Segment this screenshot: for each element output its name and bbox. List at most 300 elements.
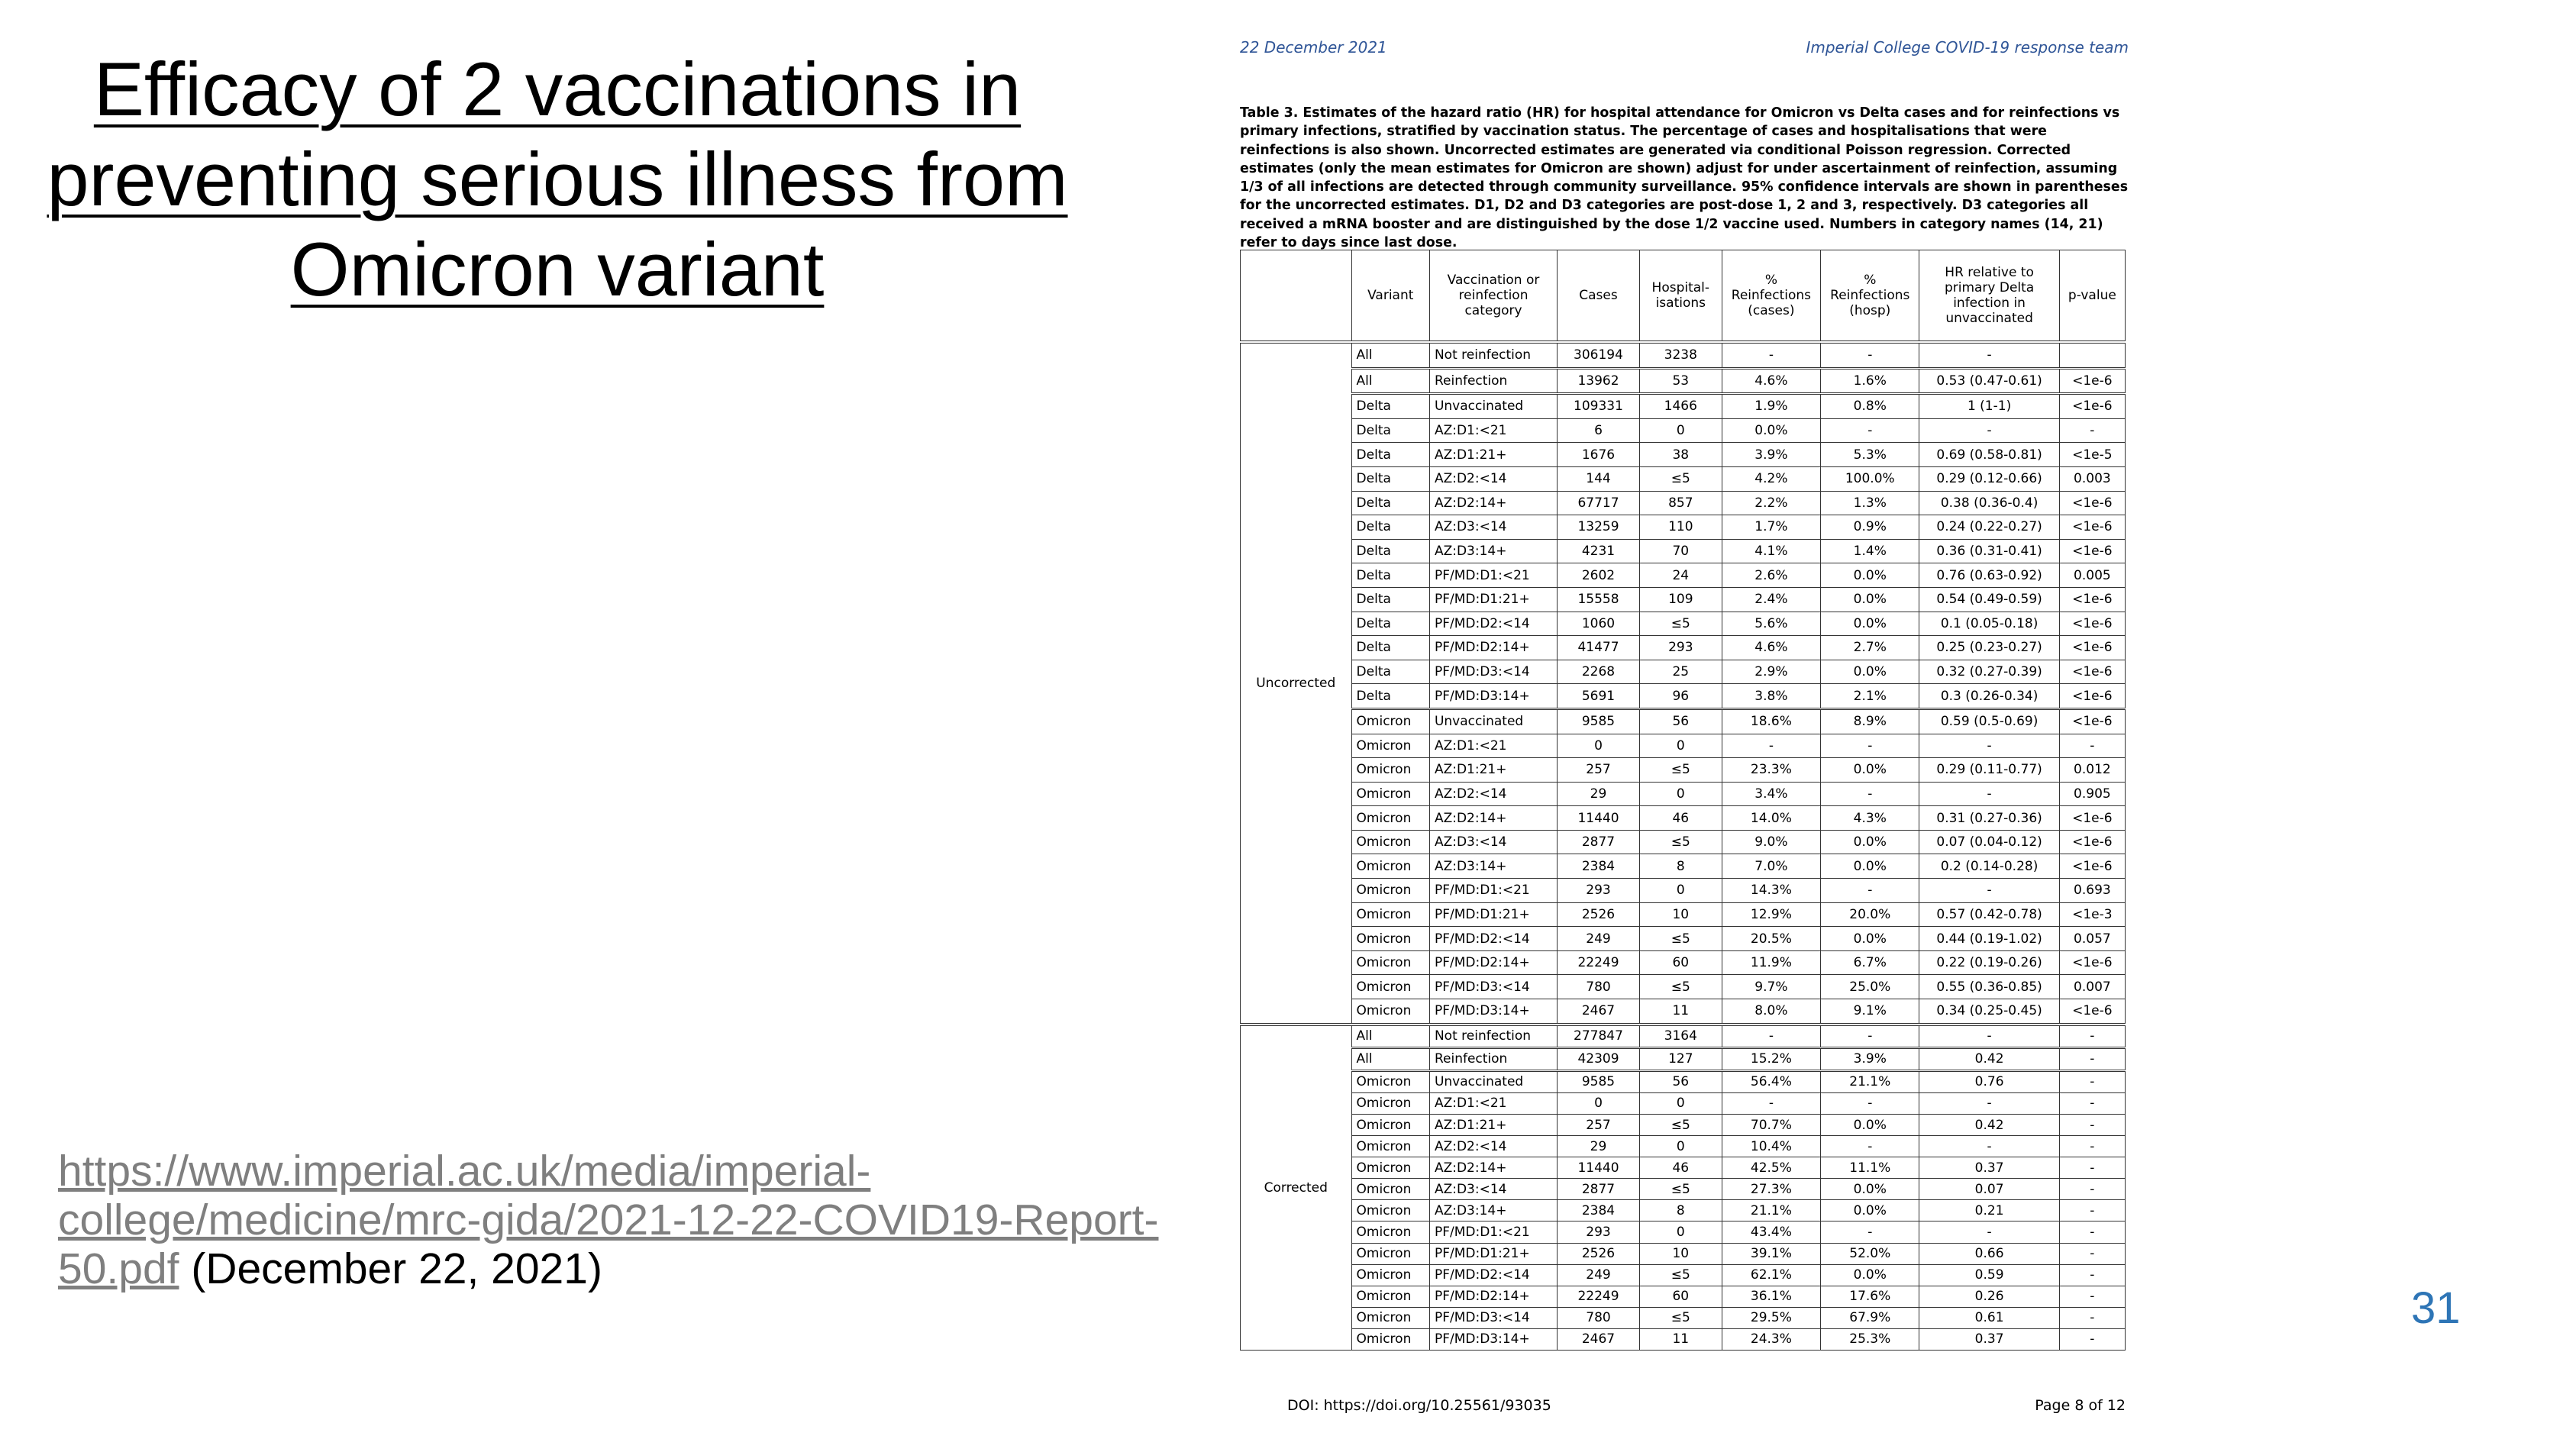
table-cell: - (1919, 1221, 2059, 1243)
table-row (1241, 1264, 2126, 1286)
table-cell: - (2059, 1221, 2125, 1243)
table-cell: - (1821, 1092, 1919, 1114)
table-cell: Delta (1351, 563, 1429, 588)
table-header-cell: Cases (1558, 250, 1640, 343)
table-cell: 3.9% (1821, 1047, 1919, 1070)
table-cell: Delta (1351, 587, 1429, 612)
table-cell: 0.21 (1919, 1200, 2059, 1221)
table-cell: 109331 (1558, 394, 1640, 419)
table-cell: - (1919, 418, 2059, 443)
table-cell: 0.44 (0.19-1.02) (1919, 927, 2059, 951)
table-header-cell (1241, 250, 1352, 343)
table-cell: 0 (1639, 734, 1722, 758)
source-link[interactable]: https://www.imperial.ac.uk/media/imperial-college/medicine/mrc-gida/2021-12-22-COVID19-Report-50.pdf (58, 1147, 1159, 1293)
table-cell: Omicron (1351, 1070, 1429, 1092)
table-cell: 67.9% (1821, 1307, 1919, 1328)
table-cell: Omicron (1351, 1157, 1429, 1179)
table-row (1241, 854, 2126, 879)
table-cell: Delta (1351, 660, 1429, 684)
table-cell: 249 (1558, 1264, 1640, 1286)
table-cell: 0.8% (1821, 394, 1919, 419)
table-cell: - (2059, 1264, 2125, 1286)
table-cell: - (2059, 1047, 2125, 1070)
table-cell: 780 (1558, 1307, 1640, 1328)
table-cell: 11.1% (1821, 1157, 1919, 1179)
table-cell: - (1919, 879, 2059, 903)
table-cell: - (2059, 1070, 2125, 1092)
table-cell: Omicron (1351, 975, 1429, 999)
table-cell: 29 (1558, 1136, 1640, 1157)
document-organization: Imperial College COVID-19 response team (1806, 38, 2129, 56)
table-cell: 0.69 (0.58-0.81) (1919, 443, 2059, 467)
table-cell: 24 (1639, 563, 1722, 588)
table-cell: Not reinfection (1429, 342, 1557, 368)
table-cell: AZ:D2:<14 (1429, 466, 1557, 491)
table-cell: AZ:D1:<21 (1429, 418, 1557, 443)
table-header-row (1241, 250, 2126, 343)
table-row (1241, 782, 2126, 806)
table-cell: 2602 (1558, 563, 1640, 588)
table-cell: 21.1% (1722, 1200, 1820, 1221)
table-cell: 0.59 (0.5-0.69) (1919, 708, 2059, 734)
table-cell: PF/MD:D3:14+ (1429, 684, 1557, 709)
table-cell: PF/MD:D2:<14 (1429, 1264, 1557, 1286)
table-cell: 67717 (1558, 491, 1640, 515)
table-cell: All (1351, 342, 1429, 368)
table-cell: 17.6% (1821, 1286, 1919, 1307)
table-cell: 0.54 (0.49-0.59) (1919, 587, 2059, 612)
table-cell: ≤5 (1639, 830, 1722, 854)
table-row (1241, 636, 2126, 660)
table-cell: 11 (1639, 1328, 1722, 1350)
table-row (1241, 418, 2126, 443)
table-cell: <1e-6 (2059, 368, 2125, 394)
section-label: Corrected (1241, 1025, 1352, 1351)
table-cell: 144 (1558, 466, 1640, 491)
table-header-cell: % Reinfections (hosp) (1821, 250, 1919, 343)
table-row (1241, 587, 2126, 612)
table-cell: 2.7% (1821, 636, 1919, 660)
table-cell: 70 (1639, 539, 1722, 563)
table-cell: - (1821, 1221, 1919, 1243)
table-cell: 5.6% (1722, 612, 1820, 636)
table-row (1241, 1286, 2126, 1307)
table-cell: Omicron (1351, 1115, 1429, 1136)
table-cell: Omicron (1351, 830, 1429, 854)
table-cell: 2877 (1558, 830, 1640, 854)
table-cell: 0.905 (2059, 782, 2125, 806)
table-cell: 22249 (1558, 950, 1640, 975)
table-cell: Reinfection (1429, 368, 1557, 394)
table-cell: 0.36 (0.31-0.41) (1919, 539, 2059, 563)
table-cell: Omicron (1351, 902, 1429, 927)
table-cell: All (1351, 368, 1429, 394)
table-cell: 2384 (1558, 1200, 1640, 1221)
table-cell: - (2059, 1328, 2125, 1350)
table-cell: Delta (1351, 612, 1429, 636)
table-cell: 2.1% (1821, 684, 1919, 709)
table-cell: PF/MD:D3:14+ (1429, 1328, 1557, 1350)
table-cell: 0.07 (0.04-0.12) (1919, 830, 2059, 854)
table-row (1241, 950, 2126, 975)
table-cell: ≤5 (1639, 758, 1722, 783)
table-row (1241, 902, 2126, 927)
table-cell: 8 (1639, 854, 1722, 879)
table-cell: 8.9% (1821, 708, 1919, 734)
table-cell: - (1821, 342, 1919, 368)
table-cell: 46 (1639, 1157, 1722, 1179)
table-cell: Delta (1351, 515, 1429, 540)
table-cell: 12.9% (1722, 902, 1820, 927)
table-cell: ≤5 (1639, 1179, 1722, 1200)
table-cell: - (1919, 782, 2059, 806)
table-cell: ≤5 (1639, 927, 1722, 951)
table-cell: AZ:D1:<21 (1429, 734, 1557, 758)
table-row (1241, 1328, 2126, 1350)
table-cell: AZ:D3:14+ (1429, 1200, 1557, 1221)
table-cell: 29 (1558, 782, 1640, 806)
table-cell: 70.7% (1722, 1115, 1820, 1136)
table-cell: 27.3% (1722, 1179, 1820, 1200)
table-cell: - (1919, 1092, 2059, 1114)
table-cell: <1e-6 (2059, 830, 2125, 854)
table-cell: 2.6% (1722, 563, 1820, 588)
table-cell: PF/MD:D1:21+ (1429, 902, 1557, 927)
table-cell: 9585 (1558, 708, 1640, 734)
table-cell: 96 (1639, 684, 1722, 709)
table-cell: 0.693 (2059, 879, 2125, 903)
table-cell: 20.0% (1821, 902, 1919, 927)
table-row (1241, 1157, 2126, 1179)
table-cell: 2467 (1558, 999, 1640, 1025)
table-cell: PF/MD:D3:14+ (1429, 999, 1557, 1025)
table-row (1241, 684, 2126, 709)
table-cell: 0.0% (1821, 758, 1919, 783)
table-cell: 306194 (1558, 342, 1640, 368)
table-cell: 0.0% (1722, 418, 1820, 443)
table-row (1241, 1092, 2126, 1114)
table-cell: 0.0% (1821, 587, 1919, 612)
table-cell: - (2059, 418, 2125, 443)
table-header-cell: % Reinfections (cases) (1722, 250, 1820, 343)
table-cell: PF/MD:D2:<14 (1429, 927, 1557, 951)
table-cell: AZ:D1:21+ (1429, 443, 1557, 467)
table-cell: ≤5 (1639, 975, 1722, 999)
table-row (1241, 443, 2126, 467)
table-cell: 0.29 (0.12-0.66) (1919, 466, 2059, 491)
table-row (1241, 342, 2126, 368)
table-cell: Delta (1351, 418, 1429, 443)
table-cell: - (1821, 418, 1919, 443)
table-cell: All (1351, 1047, 1429, 1070)
table-row (1241, 708, 2126, 734)
table-cell: - (2059, 1200, 2125, 1221)
table-cell: Delta (1351, 394, 1429, 419)
table-cell: 60 (1639, 1286, 1722, 1307)
table-cell: 24.3% (1722, 1328, 1820, 1350)
table-cell: 29.5% (1722, 1307, 1820, 1328)
table-cell: PF/MD:D2:14+ (1429, 1286, 1557, 1307)
table-cell: - (1821, 1025, 1919, 1048)
table-cell: 36.1% (1722, 1286, 1820, 1307)
table-cell: 293 (1639, 636, 1722, 660)
table-cell: 2.2% (1722, 491, 1820, 515)
table-cell: <1e-5 (2059, 443, 2125, 467)
table-cell: 8 (1639, 1200, 1722, 1221)
table-cell: 0.0% (1821, 927, 1919, 951)
table-cell: PF/MD:D1:21+ (1429, 587, 1557, 612)
table-row (1241, 927, 2126, 951)
table-cell: 10.4% (1722, 1136, 1820, 1157)
table-row (1241, 734, 2126, 758)
table-cell: 0.012 (2059, 758, 2125, 783)
table-row (1241, 612, 2126, 636)
table-cell: 9.1% (1821, 999, 1919, 1025)
table-cell: <1e-6 (2059, 394, 2125, 419)
table-cell: - (1821, 1136, 1919, 1157)
table-cell: 0.32 (0.27-0.39) (1919, 660, 2059, 684)
table-cell: - (2059, 1243, 2125, 1264)
table-cell: 13259 (1558, 515, 1640, 540)
table-header-cell: Variant (1351, 250, 1429, 343)
table-cell: Not reinfection (1429, 1025, 1557, 1048)
document-date: 22 December 2021 (1240, 38, 1387, 56)
table-cell: 1.3% (1821, 491, 1919, 515)
table-cell: 18.6% (1722, 708, 1820, 734)
table-cell: 15558 (1558, 587, 1640, 612)
table-cell: 0.0% (1821, 1179, 1919, 1200)
table-cell: 60 (1639, 950, 1722, 975)
table-cell: - (1919, 1136, 2059, 1157)
table-cell: 0.57 (0.42-0.78) (1919, 902, 2059, 927)
table-cell: - (2059, 734, 2125, 758)
table-cell: Delta (1351, 636, 1429, 660)
table-cell: Omicron (1351, 708, 1429, 734)
document-page-image (1199, 0, 2153, 1449)
table-cell: Omicron (1351, 1328, 1429, 1350)
table-cell: 62.1% (1722, 1264, 1820, 1286)
table-row (1241, 1179, 2126, 1200)
table-cell: Omicron (1351, 1307, 1429, 1328)
table-cell: 9.0% (1722, 830, 1820, 854)
table-cell: 0.29 (0.11-0.77) (1919, 758, 2059, 783)
table-cell: 0.76 (1919, 1070, 2059, 1092)
table-cell: 0 (1558, 1092, 1640, 1114)
table-row (1241, 806, 2126, 831)
table-cell: 1.6% (1821, 368, 1919, 394)
table-cell: Reinfection (1429, 1047, 1557, 1070)
table-cell: 0.38 (0.36-0.4) (1919, 491, 2059, 515)
table-cell: 0.007 (2059, 975, 2125, 999)
section-label: Uncorrected (1241, 342, 1352, 1025)
table-cell: Omicron (1351, 854, 1429, 879)
table-cell: 293 (1558, 879, 1640, 903)
table-cell: 4.6% (1722, 636, 1820, 660)
table-cell: <1e-6 (2059, 684, 2125, 709)
table-cell: AZ:D2:14+ (1429, 806, 1557, 831)
table-cell: 0.55 (0.36-0.85) (1919, 975, 2059, 999)
table-cell: AZ:D3:14+ (1429, 539, 1557, 563)
table-cell: 22249 (1558, 1286, 1640, 1307)
table-cell: 41477 (1558, 636, 1640, 660)
table-cell: 8.0% (1722, 999, 1820, 1025)
table-cell: 0.1 (0.05-0.18) (1919, 612, 2059, 636)
table-cell: <1e-6 (2059, 636, 2125, 660)
document-doi: DOI: https://doi.org/10.25561/93035 (1287, 1397, 1551, 1414)
table-cell: 4.2% (1722, 466, 1820, 491)
table-header-cell: p-value (2059, 250, 2125, 343)
table-row (1241, 563, 2126, 588)
table-cell: 0.0% (1821, 1264, 1919, 1286)
table-cell: 5691 (1558, 684, 1640, 709)
table-cell: 257 (1558, 1115, 1640, 1136)
table-cell: PF/MD:D1:<21 (1429, 563, 1557, 588)
table-row (1241, 368, 2126, 394)
table-row (1241, 1200, 2126, 1221)
table-cell: 11 (1639, 999, 1722, 1025)
table-cell: 3.8% (1722, 684, 1820, 709)
table-cell: - (1722, 1025, 1820, 1048)
table-cell: 249 (1558, 927, 1640, 951)
table-cell: PF/MD:D3:<14 (1429, 660, 1557, 684)
table-cell: AZ:D2:<14 (1429, 1136, 1557, 1157)
table-row (1241, 975, 2126, 999)
table-row (1241, 491, 2126, 515)
table-cell: AZ:D2:14+ (1429, 491, 1557, 515)
table-cell: Omicron (1351, 927, 1429, 951)
table-cell: 0.26 (1919, 1286, 2059, 1307)
table-cell: 9585 (1558, 1070, 1640, 1092)
table-cell: 2877 (1558, 1179, 1640, 1200)
table-cell: 110 (1639, 515, 1722, 540)
table-cell: 2268 (1558, 660, 1640, 684)
table-cell: - (2059, 1115, 2125, 1136)
table-cell: AZ:D1:<21 (1429, 1092, 1557, 1114)
table-cell: Omicron (1351, 950, 1429, 975)
table-cell: <1e-6 (2059, 539, 2125, 563)
table-cell: 13962 (1558, 368, 1640, 394)
table-cell: 0.59 (1919, 1264, 2059, 1286)
table-cell: ≤5 (1639, 612, 1722, 636)
table-cell: 0.0% (1821, 1200, 1919, 1221)
table-cell: PF/MD:D1:<21 (1429, 1221, 1557, 1243)
table-cell: 14.3% (1722, 879, 1820, 903)
table-cell: Omicron (1351, 1221, 1429, 1243)
table-cell: 56.4% (1722, 1070, 1820, 1092)
table-cell: ≤5 (1639, 1264, 1722, 1286)
table-cell: - (2059, 1092, 2125, 1114)
table-cell: AZ:D3:<14 (1429, 1179, 1557, 1200)
table-cell: 1466 (1639, 394, 1722, 419)
table-cell: PF/MD:D2:14+ (1429, 636, 1557, 660)
table-cell: 0 (1639, 418, 1722, 443)
table-cell: 0.24 (0.22-0.27) (1919, 515, 2059, 540)
table-cell: 25 (1639, 660, 1722, 684)
table-cell: <1e-6 (2059, 854, 2125, 879)
table-cell: 56 (1639, 708, 1722, 734)
table-cell (2059, 342, 2125, 368)
table-cell: 277847 (1558, 1025, 1640, 1048)
table-cell: 2.9% (1722, 660, 1820, 684)
table-row (1241, 1221, 2126, 1243)
table-cell: 109 (1639, 587, 1722, 612)
table-cell: All (1351, 1025, 1429, 1048)
table-row (1241, 758, 2126, 783)
table-cell: 2467 (1558, 1328, 1640, 1350)
table-cell: 1060 (1558, 612, 1640, 636)
table-cell: Omicron (1351, 806, 1429, 831)
table-cell: Delta (1351, 443, 1429, 467)
table-cell: Omicron (1351, 758, 1429, 783)
table-cell: <1e-6 (2059, 660, 2125, 684)
source-date: (December 22, 2021) (191, 1244, 602, 1293)
table-cell: Omicron (1351, 1136, 1429, 1157)
table-cell: 0.53 (0.47-0.61) (1919, 368, 2059, 394)
table-cell: 3238 (1639, 342, 1722, 368)
table-cell: 46 (1639, 806, 1722, 831)
table-cell: ≤5 (1639, 1115, 1722, 1136)
table-cell: - (2059, 1286, 2125, 1307)
source-citation (58, 1147, 1203, 1293)
table-cell: 53 (1639, 368, 1722, 394)
table-cell: Omicron (1351, 1243, 1429, 1264)
table-cell: 293 (1558, 1221, 1640, 1243)
table-row (1241, 394, 2126, 419)
table-cell: Omicron (1351, 1179, 1429, 1200)
table-cell: 0.61 (1919, 1307, 2059, 1328)
table-row (1241, 660, 2126, 684)
table-cell: 11440 (1558, 806, 1640, 831)
table-header-cell: Vaccination or reinfection category (1429, 250, 1557, 343)
table-cell: <1e-6 (2059, 999, 2125, 1025)
table-row (1241, 1243, 2126, 1264)
table-caption: Table 3. Estimates of the hazard ratio (HR) for hospital attendance for Omicron vs Delta cases and for reinfections vs primary infections, stratified by vaccination status. The percentage of cases and hospitalisations that were reinfections is also shown. Uncorrected estimates are generated via conditional Poisson regression. Corrected estimates (only the mean estimates for Omicron are shown) adjust for under ascertainment of reinfection, assuming 1/3 of all infections are detected through community surveillance. 95% confidence intervals are shown in parentheses for the uncorrected estimates. D1, D2 and D3 categories are post-dose 1, 2 and 3, respectively. D3 categories all received a mRNA booster and are distinguished by the dose 1/2 vaccine used. Numbers in category names (14, 21) refer to days since last dose. (1240, 105, 2129, 251)
table-cell: <1e-6 (2059, 612, 2125, 636)
table-cell: ≤5 (1639, 466, 1722, 491)
table-cell: 5.3% (1821, 443, 1919, 467)
table-cell: 3.9% (1722, 443, 1820, 467)
table-cell: 1 (1-1) (1919, 394, 2059, 419)
table-cell: - (1919, 342, 2059, 368)
table-cell: 0.0% (1821, 1115, 1919, 1136)
table-cell: 3.4% (1722, 782, 1820, 806)
table-cell: Omicron (1351, 999, 1429, 1025)
table-cell: - (1821, 782, 1919, 806)
table-cell: - (1722, 1092, 1820, 1114)
table-cell: 56 (1639, 1070, 1722, 1092)
table-cell: 1.7% (1722, 515, 1820, 540)
table-cell: 0 (1639, 1136, 1722, 1157)
table-cell: 0.003 (2059, 466, 2125, 491)
table-cell: Delta (1351, 684, 1429, 709)
table-cell: 0.0% (1821, 612, 1919, 636)
table-cell: 0.31 (0.27-0.36) (1919, 806, 2059, 831)
table-cell: - (1722, 734, 1820, 758)
table-cell: 4.3% (1821, 806, 1919, 831)
table-cell: <1e-6 (2059, 806, 2125, 831)
table-cell: AZ:D2:14+ (1429, 1157, 1557, 1179)
table-row (1241, 1307, 2126, 1328)
table-cell: 0.42 (1919, 1047, 2059, 1070)
table-cell: 0.34 (0.25-0.45) (1919, 999, 2059, 1025)
table-cell: 0.07 (1919, 1179, 2059, 1200)
table-cell: 0.76 (0.63-0.92) (1919, 563, 2059, 588)
table-cell: 1.9% (1722, 394, 1820, 419)
table-cell: 14.0% (1722, 806, 1820, 831)
document-page-number: Page 8 of 12 (2035, 1397, 2126, 1414)
table-cell: 0.9% (1821, 515, 1919, 540)
table-cell: Omicron (1351, 782, 1429, 806)
